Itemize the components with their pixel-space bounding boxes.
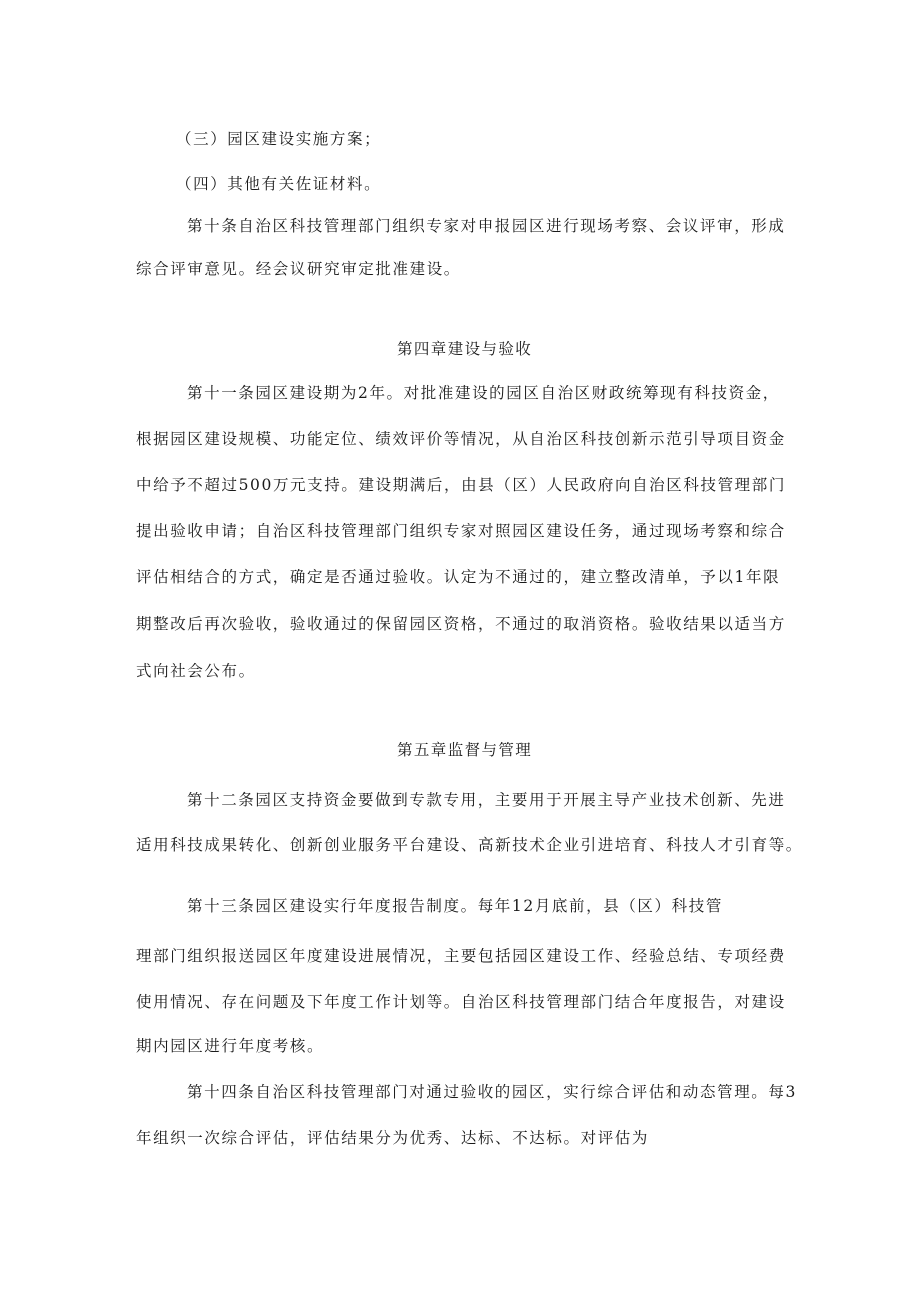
- article-11-line-1: 第十一条园区建设期为2年。对批准建设的园区自治区财政统筹现有科技资金，: [187, 384, 780, 402]
- article-12-line-2: 适用科技成果转化、创新创业服务平台建设、高新技术企业引进培育、科技人才引育等。: [136, 836, 803, 854]
- article-14-line-2: 年组织一次综合评估，评估结果分为优秀、达标、不达标。对评估为: [136, 1129, 650, 1147]
- article-13-line-2: 理部门组织报送园区年度建设进展情况，主要包括园区建设工作、经验总结、专项经费: [136, 947, 786, 965]
- article-11-line-5: 评估相结合的方式，确定是否通过验收。认定为不通过的，建立整改清单，予以1年限: [136, 568, 781, 586]
- item-four: （四）其他有关佐证材料。: [176, 175, 382, 193]
- article-13-line-3: 使用情况、存在问题及下年度工作计划等。自治区科技管理部门结合年度报告，对建设: [136, 993, 786, 1011]
- article-11-line-3: 中给予不超过500万元支持。建设期满后，由县（区）人民政府向自治区科技管理部门: [136, 476, 786, 494]
- article-13-line-1: 第十三条园区建设实行年度报告制度。每年12月底前，县（区）科技管: [187, 897, 723, 915]
- chapter-4-title: 第四章建设与验收: [397, 340, 533, 358]
- chapter-5-title: 第五章监督与管理: [397, 741, 533, 759]
- item-three: （三）园区建设实施方案；: [176, 130, 382, 148]
- article-11-line-4: 提出验收申请；自治区科技管理部门组织专家对照园区建设任务，通过现场考察和综合: [136, 522, 786, 540]
- article-11-line-2: 根据园区建设规模、功能定位、绩效评价等情况，从自治区科技创新示范引导项目资金: [136, 430, 786, 448]
- article-12-line-1: 第十二条园区支持资金要做到专款专用，主要用于开展主导产业技术创新、先进: [187, 791, 786, 809]
- article-14-line-1: 第十四条自治区科技管理部门对通过验收的园区，实行综合评估和动态管理。每3: [187, 1083, 797, 1101]
- article-13-line-4: 期内园区进行年度考核。: [136, 1037, 325, 1055]
- article-10-line-1: 第十条自治区科技管理部门组织专家对申报园区进行现场考察、会议评审，形成: [187, 217, 786, 235]
- article-10-line-2: 综合评审意见。经会议研究审定批准建设。: [136, 260, 461, 278]
- article-11-line-7: 式向社会公布。: [136, 662, 256, 680]
- article-11-line-6: 期整改后再次验收，验收通过的保留园区资格，不通过的取消资格。验收结果以适当方: [136, 615, 786, 633]
